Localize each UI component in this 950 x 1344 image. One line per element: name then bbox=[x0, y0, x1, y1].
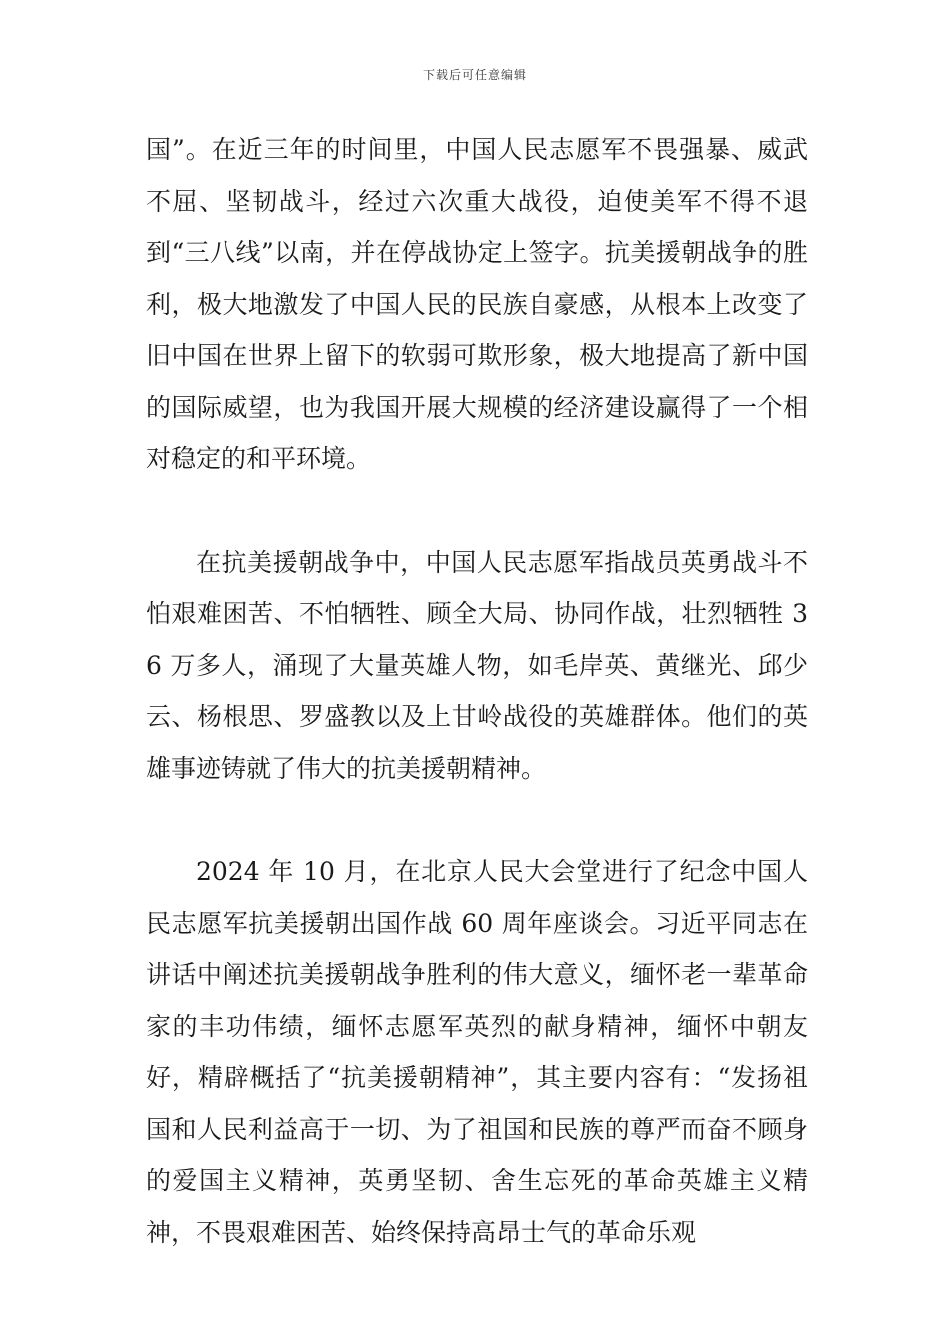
page-header: 下载后可任意编辑 bbox=[422, 68, 527, 82]
paragraph-continuation: 国”。在近三年的时间里，中国人民志愿军不畏强暴、威武不屈、坚韧战斗，经过六次重大战役，迫使美军不得不退到“三八线”以南，并在停战协定上签字。抗美援朝战争的胜利，极大地激发了中国人民的民族自豪感，从根本上改变了旧中国在世界上留下的软弱可欺形象，极大地提高了新中国的国际威望，也为我国开展大规模的经济建设赢得了一个相对稳定的和平环境。 bbox=[146, 135, 808, 473]
paragraph-anniversary-symposium: 2024 年 10 月，在北京人民大会堂进行了纪念中国人民志愿军抗美援朝出国作战 60 周年座谈会。习近平同志在讲话中阐述抗美援朝战争胜利的伟大意义，缅怀老一辈革命家的丰功伟绩，缅怀志愿军英烈的献身精神，缅怀中朝友好，精辟概括了“抗美援朝精神”，其主要内容有：“发扬祖国和人民利益高于一切、为了祖国和民族的尊严而奋不顾身的爱国主义精神，英勇坚韧、舍生忘死的革命英雄主义精神，不畏艰难困苦、始终保持高昂士气的革命乐观 bbox=[146, 857, 808, 1247]
document-body bbox=[146, 124, 808, 1258]
paragraph-volunteer-army-heroes: 在抗美援朝战争中，中国人民志愿军指战员英勇战斗不怕艰难困苦、不怕牺牲、顾全大局、协同作战，壮烈牺牲 36 万多人，涌现了大量英雄人物，如毛岸英、黄继光、邱少云、杨根思、罗盛教以及上甘岭战役的英雄群体。他们的英雄事迹铸就了伟大的抗美援朝精神。 bbox=[146, 547, 808, 783]
